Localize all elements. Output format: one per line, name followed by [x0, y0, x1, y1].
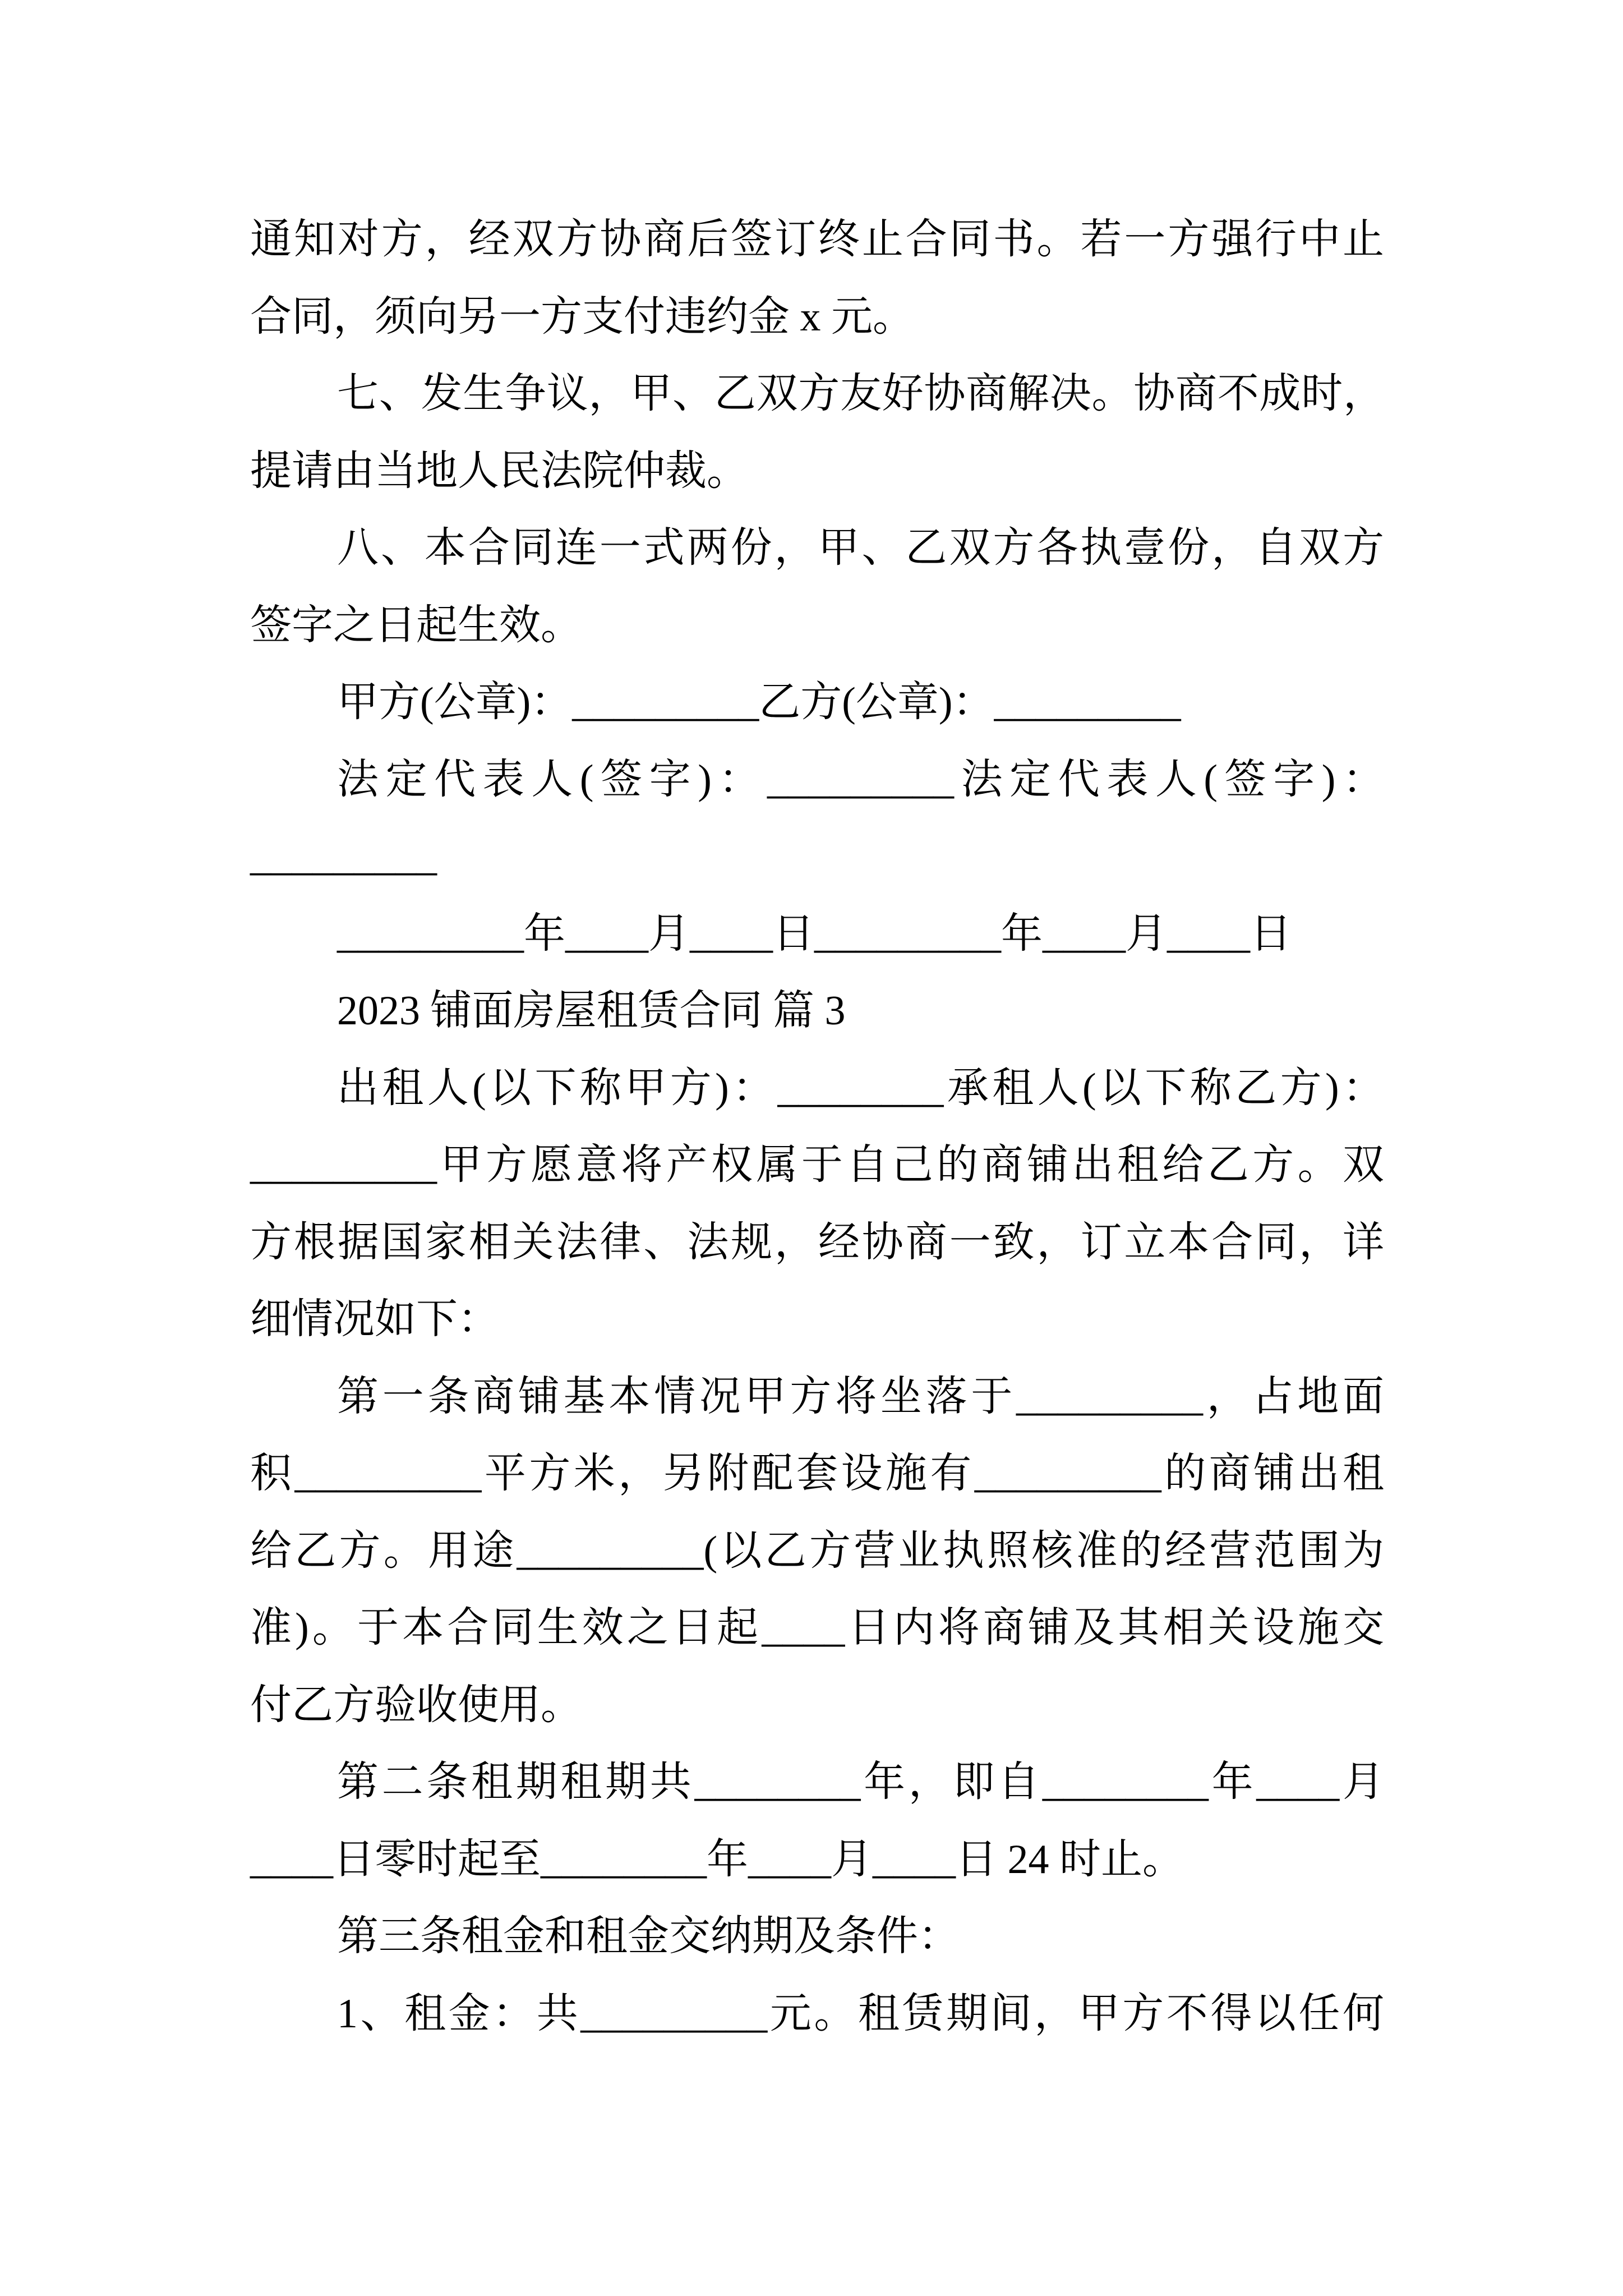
- signature-date-line: _________年____月____日_________年____月____日: [337, 910, 1292, 957]
- clause-8: [250, 510, 1384, 664]
- clause-7: [250, 356, 1384, 510]
- article-1-line: 给乙方。用途_________(以乙方营业执照核准的经营范围为: [250, 1527, 1384, 1574]
- article-3-heading: 第三条租金和租金交纳期及条件：: [337, 1913, 960, 1959]
- continued-clause-line: 通知对方，经双方协商后签订终止合同书。若一方强行中止: [250, 217, 1384, 263]
- article-1: [250, 1359, 1384, 1745]
- article-2-line: ____日零时起至________年____月____日 24 时止。: [250, 1836, 1184, 1883]
- article-3-item-1: 1、租金：共_________元。租赁期间，甲方不得以任何: [337, 1990, 1384, 2037]
- parties-intro-line: _________甲方愿意将产权属于自己的商铺出租给乙方。双: [250, 1142, 1384, 1188]
- contract-title: 2023 铺面房屋租赁合同 篇 3: [337, 988, 846, 1034]
- parties-intro-line: 细情况如下：: [250, 1296, 499, 1342]
- legal-representative-signature-blank: _________: [250, 834, 437, 880]
- parties-intro: [250, 1050, 1384, 1359]
- clause-8-line: 八、本合同连一式两份，甲、乙双方各执壹份，自双方: [337, 525, 1384, 571]
- article-1-line: 准)。于本合同生效之日起____日内将商铺及其相关设施交: [250, 1605, 1384, 1651]
- legal-representative-signature-block: [250, 742, 1384, 896]
- seal-signature-block: [250, 664, 1384, 742]
- article-1-line: 付乙方验收使用。: [250, 1682, 582, 1728]
- article-1-line: 第一条商铺基本情况甲方将坐落于_________，占地面: [337, 1373, 1384, 1420]
- article-2: [250, 1744, 1384, 1898]
- clause-7-line: 提请由当地人民法院仲裁。: [250, 448, 748, 494]
- contract-title-block: [250, 973, 1384, 1050]
- clause-8-line: 签字之日起生效。: [250, 602, 582, 648]
- continued-clause-line: 合同，须向另一方支付违约金 x 元。: [250, 293, 914, 340]
- document-body: [250, 201, 1384, 2053]
- clause-7-line: 七、发生争议，甲、乙双方友好协商解决。协商不成时，: [337, 371, 1384, 417]
- legal-representative-signature-line: 法定代表人(签字)：_________法定代表人(签字)：: [337, 756, 1384, 803]
- continued-clause: [250, 201, 1384, 356]
- article-1-line: 积_________平方米，另附配套设施有_________的商铺出租: [250, 1451, 1384, 1497]
- parties-intro-line: 方根据国家相关法律、法规，经协商一致，订立本合同，详: [250, 1219, 1384, 1266]
- seal-signature-line: 甲方(公章)：_________乙方(公章)：_________: [337, 679, 1181, 725]
- signature-date-block: [250, 896, 1384, 973]
- article-3: [250, 1898, 1384, 2053]
- article-2-line: 第二条租期租期共________年，即自________年____月: [337, 1759, 1384, 1805]
- parties-intro-line: 出租人(以下称甲方)：________承租人(以下称乙方)：: [337, 1065, 1384, 1111]
